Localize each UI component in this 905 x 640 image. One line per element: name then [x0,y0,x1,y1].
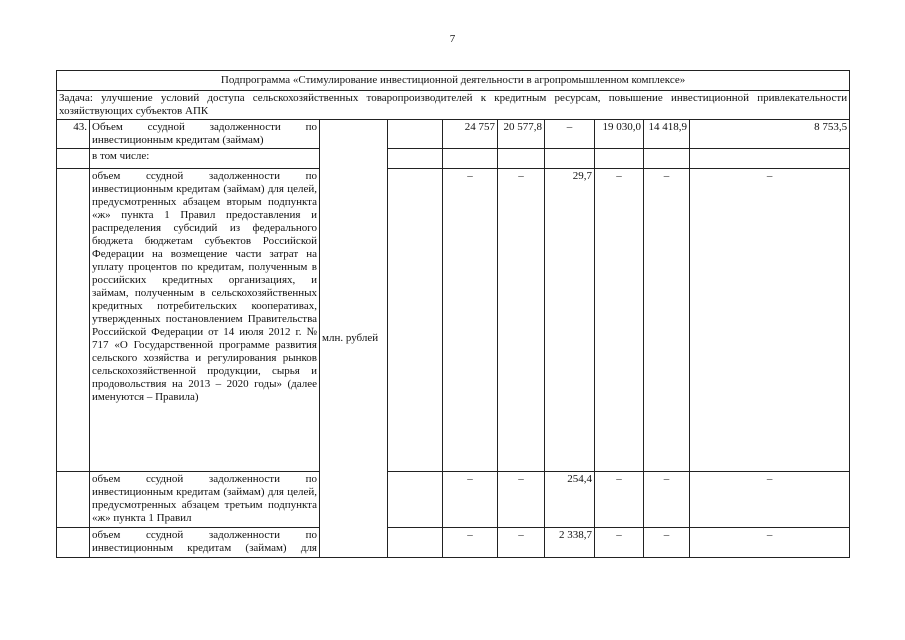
subitem-value: – [644,472,690,528]
subitem-value: – [595,528,644,558]
empty-cell [388,149,443,169]
empty-cell [644,149,690,169]
subitem-value: – [498,169,545,472]
subitem-value: 254,4 [545,472,595,528]
page-number: 7 [449,33,456,45]
subitem-value: – [690,528,850,558]
indicator-value: 24 757 [443,120,498,149]
empty-cell [595,149,644,169]
subprogram-row [57,71,850,91]
task-row [57,91,850,120]
indicators-table [56,70,850,558]
indicator-value: 8 753,5 [690,120,850,149]
subitem-value: – [690,169,850,472]
subitem-value: – [498,472,545,528]
empty-cell [388,120,443,149]
subitem-value: – [498,528,545,558]
empty-cell [690,149,850,169]
subitem-name: объем ссудной задолженности по инвестиционным кредитам (займам) для целей, предусмотренных абзацем третьим подпункта «ж» пункта 1 Правил [90,472,320,528]
empty-cell [57,528,90,558]
indicator-value: 20 577,8 [498,120,545,149]
indicator-name: Объем ссудной задолженности по инвестиционным кредитам (займам) [90,120,320,149]
empty-cell [388,472,443,528]
empty-cell [388,169,443,472]
subprogram-title: Подпрограмма «Стимулирование инвестиционной деятельности в агропромышленном комплексе» [57,71,850,91]
subitem-name: объем ссудной задолженности по инвестиционным кредитам (займам) для [90,528,320,558]
empty-cell [545,149,595,169]
subitem-value: – [443,472,498,528]
empty-cell [57,472,90,528]
indicator-row [57,120,850,149]
subitem-value: – [644,528,690,558]
indicator-number: 43. [57,120,90,149]
subitem-value: 2 338,7 [545,528,595,558]
empty-cell [443,149,498,169]
sub-label: в том числе: [90,149,320,169]
indicator-value: – [545,120,595,149]
subitem-value: – [644,169,690,472]
subitem-value: – [690,472,850,528]
task-text: Задача: улучшение условий доступа сельскохозяйственных товаропроизводителей к кредитным ресурсам, повышение инвестиционной привлекательности хозяйствующих субъектов АПК [57,91,850,120]
subitem-value: 29,7 [545,169,595,472]
subitem-row [57,528,850,558]
subitem-value: – [443,528,498,558]
indicator-unit: млн. рублей [320,120,388,558]
indicator-value: 19 030,0 [595,120,644,149]
subitem-value: – [595,472,644,528]
subitem-value: – [595,169,644,472]
sub-label-row [57,149,850,169]
empty-cell [57,169,90,472]
subitem-value: – [443,169,498,472]
subitem-row [57,472,850,528]
indicator-value: 14 418,9 [644,120,690,149]
subitem-name: объем ссудной задолженности по инвестиционным кредитам (займам) для целей, предусмотренных абзацем вторым подпункта «ж» пункта 1 Правил предоставления и распределения субсидий из федерального бюджета бюджетам субъектов Российской Федерации на возмещение части затрат на уплату процентов по кредитам, полученным в российских кредитных организациях, и займам, полученным в сельскохозяйственных кредитных потребительских кооперативах, утвержденных постановлением Правительства Российской Федерации от 14 июля 2012 г. № 717 «О Государственной программе развития сельского хозяйства и регулирования рынков сельскохозяйственной продукции, сырья и продовольствия на 2013 – 2020 годы» (далее именуются – Правила) [90,169,320,472]
subitem-row [57,169,850,472]
empty-cell [388,528,443,558]
empty-cell [498,149,545,169]
empty-cell [57,149,90,169]
